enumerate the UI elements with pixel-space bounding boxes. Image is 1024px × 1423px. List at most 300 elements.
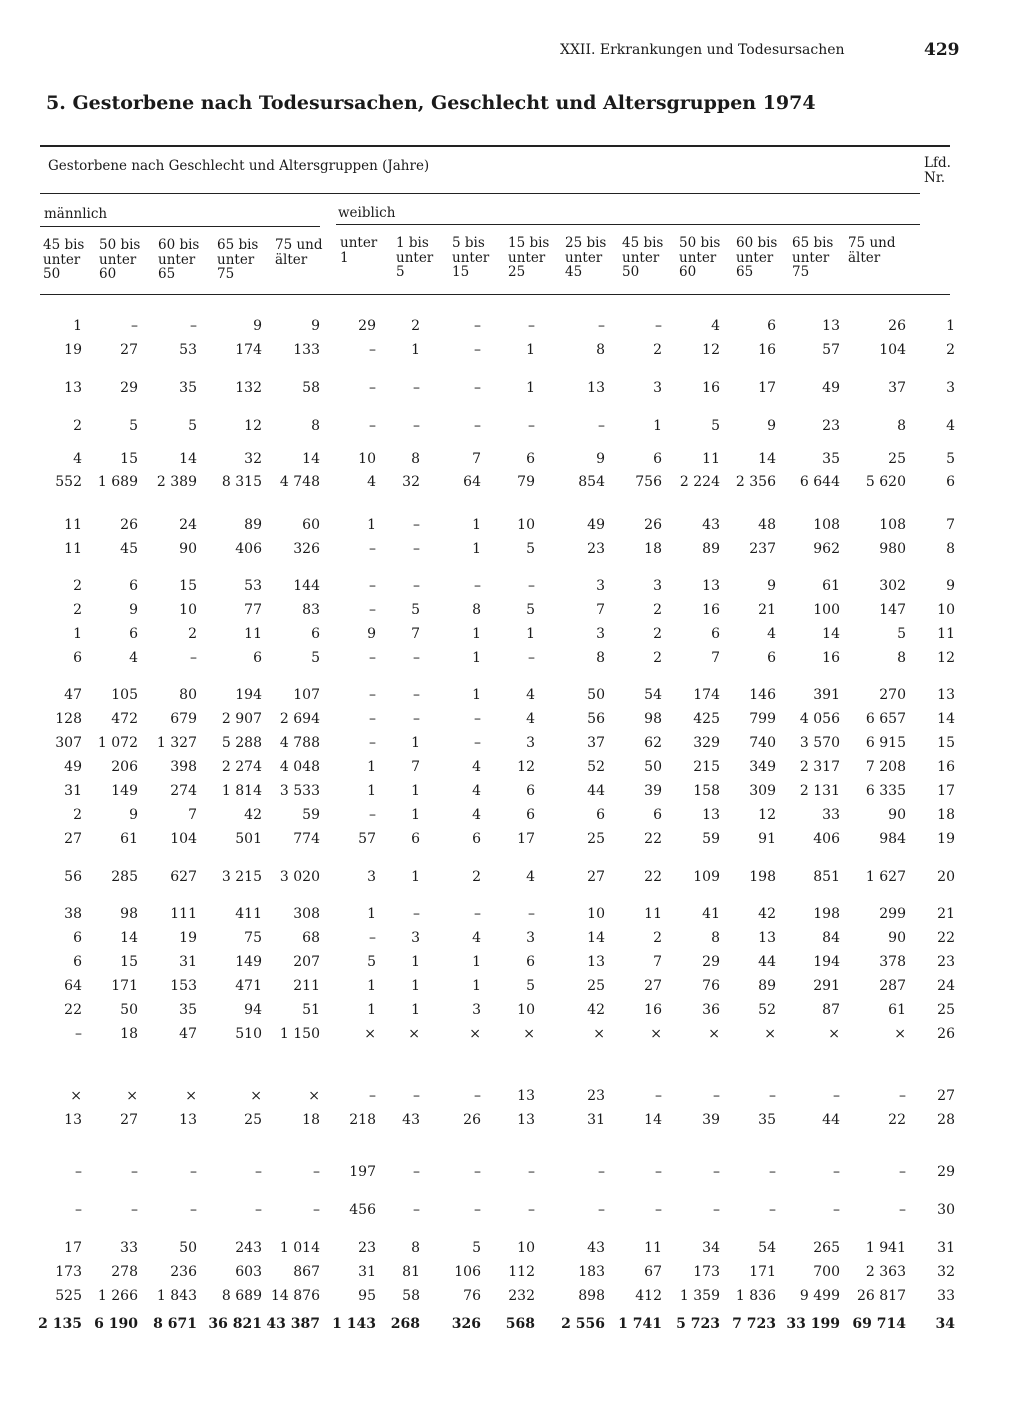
table-cell: 5 — [526, 978, 535, 994]
table-cell: 53 — [179, 342, 197, 358]
table-cell: 1 — [73, 318, 82, 334]
table-cell: 80 — [179, 687, 197, 703]
table-cell: – — [369, 711, 376, 727]
table-cell: 100 — [813, 602, 840, 618]
table-cell: 278 — [111, 1264, 138, 1280]
table-cell: 1 — [411, 1002, 420, 1018]
table-cell: – — [369, 687, 376, 703]
table-cell: 8 — [311, 418, 320, 434]
table-cell: – — [413, 1202, 420, 1218]
table-cell: 211 — [293, 978, 320, 994]
table-cell: 13 — [517, 1088, 535, 1104]
row-number-cell: 21 — [937, 906, 955, 922]
table-cell: 52 — [587, 759, 605, 775]
table-cell: 1 — [411, 978, 420, 994]
table-cell: 25 — [244, 1112, 262, 1128]
table-cell: – — [598, 1164, 605, 1180]
table-cell: 14 — [587, 930, 605, 946]
table-cell: 308 — [293, 906, 320, 922]
table-cell: 10 — [587, 906, 605, 922]
table-cell: 4 — [526, 711, 535, 727]
table-cell: 2 — [653, 602, 662, 618]
table-cell: 11 — [244, 626, 262, 642]
table-cell: – — [598, 1202, 605, 1218]
table-cell: 3 — [367, 869, 376, 885]
row-number-cell: 34 — [935, 1316, 955, 1332]
row-number-cell: 11 — [937, 626, 955, 642]
table-cell: 89 — [244, 517, 262, 533]
table-cell: 83 — [302, 602, 320, 618]
table-cell: 799 — [749, 711, 776, 727]
table-cell: 307 — [55, 735, 82, 751]
table-cell: – — [369, 380, 376, 396]
table-cell: 31 — [64, 783, 82, 799]
table-cell: – — [369, 578, 376, 594]
table-cell: 107 — [293, 687, 320, 703]
table-cell: – — [369, 418, 376, 434]
table-cell: 1 — [411, 807, 420, 823]
table-cell: 12 — [702, 342, 720, 358]
table-cell: 287 — [879, 978, 906, 994]
table-cell: 58 — [302, 380, 320, 396]
table-cell: 194 — [235, 687, 262, 703]
table-cell: 4 788 — [279, 735, 320, 751]
table-cell: – — [474, 1088, 481, 1104]
table-cell: 700 — [813, 1264, 840, 1280]
table-cell: 4 — [711, 318, 720, 334]
table-cell: – — [255, 1164, 262, 1180]
table-cell: – — [413, 517, 420, 533]
table-cell: 64 — [463, 474, 481, 490]
table-cell: 1 266 — [97, 1288, 138, 1304]
table-cell: 60 — [302, 517, 320, 533]
table-cell: 61 — [822, 578, 840, 594]
table-cell: 90 — [888, 930, 906, 946]
table-cell: 14 — [644, 1112, 662, 1128]
table-cell: 7 — [653, 954, 662, 970]
table-cell: 25 — [587, 831, 605, 847]
table-cell: 108 — [879, 517, 906, 533]
table-cell: – — [474, 1164, 481, 1180]
table-cell: 112 — [508, 1264, 535, 1280]
table-cell: 13 — [64, 380, 82, 396]
table-cell: 153 — [170, 978, 197, 994]
group-header: Gestorbene nach Geschlecht und Altersgruppen (Jahre) — [48, 158, 430, 174]
table-cell: 41 — [702, 906, 720, 922]
column-header: 60 bis unter 65 — [736, 235, 778, 280]
table-cell: 1 327 — [156, 735, 197, 751]
table-cell: 37 — [888, 380, 906, 396]
table-cell: 4 — [472, 930, 481, 946]
table-cell: 8 — [411, 451, 420, 467]
table-cell: 6 — [526, 451, 535, 467]
table-cell: 7 723 — [732, 1316, 776, 1332]
table-cell: 1 150 — [279, 1026, 320, 1042]
table-cell: 411 — [235, 906, 262, 922]
table-cell: 9 — [253, 318, 262, 334]
table-cell: 104 — [879, 342, 906, 358]
table-cell: 774 — [293, 831, 320, 847]
table-cell: – — [528, 318, 535, 334]
table-cell: 1 — [367, 1002, 376, 1018]
table-cell: 13 — [517, 1112, 535, 1128]
table-cell: 9 — [767, 418, 776, 434]
table-cell: 8 — [411, 1240, 420, 1256]
table-cell: 1 — [472, 978, 481, 994]
table-cell: 232 — [508, 1288, 535, 1304]
table-cell: 2 317 — [799, 759, 840, 775]
table-cell: 4 056 — [799, 711, 840, 727]
table-cell: 2 363 — [865, 1264, 906, 1280]
table-cell: 378 — [879, 954, 906, 970]
column-header: 75 und älter — [848, 235, 896, 266]
sex-label-female: weiblich — [338, 205, 396, 221]
row-number-cell: 3 — [946, 380, 955, 396]
table-cell: 35 — [179, 380, 197, 396]
table-cell: 2 556 — [561, 1316, 605, 1332]
table-cell: 1 843 — [156, 1288, 197, 1304]
table-cell: – — [474, 906, 481, 922]
table-cell: 285 — [111, 869, 138, 885]
table-cell: 89 — [702, 541, 720, 557]
table-cell: 13 — [587, 954, 605, 970]
table-cell: 5 — [411, 602, 420, 618]
table-cell: 679 — [170, 711, 197, 727]
table-cell: – — [598, 318, 605, 334]
table-cell: 1 — [411, 342, 420, 358]
table-cell: 43 — [702, 517, 720, 533]
table-cell: 22 — [644, 869, 662, 885]
table-cell: 133 — [293, 342, 320, 358]
table-cell: – — [313, 1202, 320, 1218]
table-cell: – — [75, 1202, 82, 1218]
table-cell: 398 — [170, 759, 197, 775]
table-cell: 7 — [411, 759, 420, 775]
row-number-cell: 25 — [937, 1002, 955, 1018]
table-cell: 8 — [596, 342, 605, 358]
table-cell: 6 — [311, 626, 320, 642]
table-cell: 6 — [653, 807, 662, 823]
table-cell: 568 — [505, 1316, 535, 1332]
table-cell: – — [528, 578, 535, 594]
table-cell: 207 — [293, 954, 320, 970]
table-cell: 56 — [64, 869, 82, 885]
table-cell: 23 — [587, 541, 605, 557]
table-cell: 12 — [758, 807, 776, 823]
table-cell: 10 — [179, 602, 197, 618]
row-number-cell: 29 — [937, 1164, 955, 1180]
table-cell: 27 — [64, 831, 82, 847]
table-cell: – — [474, 342, 481, 358]
table-cell: 17 — [64, 1240, 82, 1256]
table-cell: 21 — [758, 602, 776, 618]
table-cell: 12 — [517, 759, 535, 775]
table-cell: × — [364, 1026, 376, 1042]
table-cell: 5 — [711, 418, 720, 434]
table-cell: 67 — [644, 1264, 662, 1280]
table-cell: 1 814 — [221, 783, 262, 799]
table-cell: 14 — [179, 451, 197, 467]
table-cell: 11 — [64, 517, 82, 533]
table-cell: 2 — [73, 418, 82, 434]
table-cell: 6 — [472, 831, 481, 847]
table-cell: 552 — [55, 474, 82, 490]
table-cell: 1 359 — [679, 1288, 720, 1304]
table-cell: 8 — [596, 650, 605, 666]
table-cell: 194 — [813, 954, 840, 970]
table-cell: 146 — [749, 687, 776, 703]
table-cell: 49 — [822, 380, 840, 396]
table-cell: 91 — [758, 831, 776, 847]
table-cell: × — [308, 1088, 320, 1104]
table-cell: 5 — [188, 418, 197, 434]
table-cell: 6 — [653, 451, 662, 467]
page-number: 429 — [924, 40, 960, 60]
table-cell: 47 — [64, 687, 82, 703]
table-cell: × — [185, 1088, 197, 1104]
row-number-cell: 2 — [946, 342, 955, 358]
table-cell: 1 — [411, 735, 420, 751]
table-cell: × — [408, 1026, 420, 1042]
table-cell: 1 689 — [97, 474, 138, 490]
sex-label-male: männlich — [44, 206, 108, 222]
table-cell: 15 — [179, 578, 197, 594]
table-cell: – — [899, 1164, 906, 1180]
table-cell: 50 — [179, 1240, 197, 1256]
table-cell: 22 — [888, 1112, 906, 1128]
row-number-cell: 24 — [937, 978, 955, 994]
table-cell: 2 — [73, 602, 82, 618]
table-cell: 6 — [411, 831, 420, 847]
table-cell: 38 — [64, 906, 82, 922]
table-cell: 3 — [411, 930, 420, 946]
table-cell: 17 — [758, 380, 776, 396]
table-cell: 4 — [472, 783, 481, 799]
table-cell: – — [369, 1088, 376, 1104]
table-cell: 31 — [179, 954, 197, 970]
table-cell: 5 288 — [221, 735, 262, 751]
table-cell: 3 — [526, 735, 535, 751]
table-cell: 237 — [749, 541, 776, 557]
table-cell: 11 — [644, 1240, 662, 1256]
table-cell: 36 — [702, 1002, 720, 1018]
table-cell: 13 — [702, 578, 720, 594]
table-cell: 69 714 — [852, 1316, 906, 1332]
table-cell: 84 — [822, 930, 840, 946]
table-cell: 9 — [129, 602, 138, 618]
table-cell: 329 — [693, 735, 720, 751]
table-cell: 27 — [587, 869, 605, 885]
table-cell: – — [713, 1088, 720, 1104]
table-cell: 25 — [587, 978, 605, 994]
table-cell: – — [474, 1202, 481, 1218]
table-cell: – — [369, 650, 376, 666]
table-cell: 6 — [767, 650, 776, 666]
row-number-cell: 27 — [937, 1088, 955, 1104]
table-title: 5. Gestorbene nach Todesursachen, Geschlecht und Altersgruppen 1974 — [46, 92, 816, 114]
row-number-cell: 23 — [937, 954, 955, 970]
column-header: 60 bis unter 65 — [158, 237, 200, 282]
table-cell: 27 — [120, 1112, 138, 1128]
row-number-cell: 6 — [946, 474, 955, 490]
table-cell: – — [413, 687, 420, 703]
table-cell: 43 — [402, 1112, 420, 1128]
table-cell: 3 — [526, 930, 535, 946]
table-cell: 2 — [653, 626, 662, 642]
table-cell: 90 — [888, 807, 906, 823]
table-cell: – — [75, 1026, 82, 1042]
table-cell: 6 — [526, 783, 535, 799]
table-cell: 31 — [358, 1264, 376, 1280]
table-cell: 56 — [587, 711, 605, 727]
table-cell: 42 — [587, 1002, 605, 1018]
column-header: unter 1 — [340, 235, 378, 266]
top-rule — [40, 145, 950, 147]
table-cell: 171 — [749, 1264, 776, 1280]
row-number-cell: 16 — [937, 759, 955, 775]
table-cell: 9 — [311, 318, 320, 334]
table-cell: 15 — [120, 451, 138, 467]
table-cell: 11 — [702, 451, 720, 467]
table-cell: 10 — [517, 1002, 535, 1018]
table-cell: 1 — [472, 687, 481, 703]
table-cell: 13 — [587, 380, 605, 396]
table-cell: 43 — [587, 1240, 605, 1256]
table-cell: 62 — [644, 735, 662, 751]
table-cell: 5 — [897, 626, 906, 642]
table-cell: – — [655, 1088, 662, 1104]
table-cell: 27 — [644, 978, 662, 994]
table-cell: 10 — [358, 451, 376, 467]
table-cell: – — [369, 541, 376, 557]
table-cell: 302 — [879, 578, 906, 594]
table-cell: 6 — [73, 954, 82, 970]
table-cell: 45 — [120, 541, 138, 557]
table-cell: 16 — [644, 1002, 662, 1018]
table-cell: 44 — [822, 1112, 840, 1128]
table-cell: 6 190 — [94, 1316, 138, 1332]
table-cell: 106 — [454, 1264, 481, 1280]
table-cell: 4 — [73, 451, 82, 467]
column-header: 50 bis unter 60 — [679, 235, 721, 280]
table-cell: 9 — [367, 626, 376, 642]
table-cell: 7 — [411, 626, 420, 642]
row-number-cell: 17 — [937, 783, 955, 799]
table-cell: 59 — [702, 831, 720, 847]
table-cell: 6 — [73, 930, 82, 946]
table-cell: 1 — [526, 342, 535, 358]
table-cell: 2 — [73, 578, 82, 594]
table-cell: 49 — [587, 517, 605, 533]
table-cell: 299 — [879, 906, 906, 922]
table-cell: 43 387 — [266, 1316, 320, 1332]
table-cell: 33 199 — [786, 1316, 840, 1332]
table-cell: 8 671 — [153, 1316, 197, 1332]
table-cell: 29 — [120, 380, 138, 396]
table-cell: 9 — [129, 807, 138, 823]
table-cell: 104 — [170, 831, 197, 847]
table-cell: – — [413, 1164, 420, 1180]
row-number-cell: 14 — [937, 711, 955, 727]
table-cell: 36 821 — [208, 1316, 262, 1332]
table-cell: × — [469, 1026, 481, 1042]
table-cell: 105 — [111, 687, 138, 703]
table-cell: 48 — [758, 517, 776, 533]
table-cell: 14 — [120, 930, 138, 946]
table-cell: – — [369, 735, 376, 751]
table-cell: 5 — [129, 418, 138, 434]
row-number-cell: 10 — [937, 602, 955, 618]
column-header: 25 bis unter 45 — [565, 235, 607, 280]
table-cell: – — [190, 1202, 197, 1218]
table-cell: 1 941 — [865, 1240, 906, 1256]
table-cell: 13 — [758, 930, 776, 946]
table-cell: – — [474, 418, 481, 434]
table-cell: – — [713, 1202, 720, 1218]
table-cell: 174 — [235, 342, 262, 358]
table-cell: 4 — [129, 650, 138, 666]
table-cell: – — [190, 1164, 197, 1180]
table-cell: 35 — [758, 1112, 776, 1128]
table-cell: 326 — [451, 1316, 481, 1332]
table-cell: 198 — [813, 906, 840, 922]
table-cell: 1 — [367, 906, 376, 922]
table-cell: 980 — [879, 541, 906, 557]
table-cell: – — [369, 930, 376, 946]
table-cell: 2 135 — [38, 1316, 82, 1332]
table-cell: 4 — [472, 807, 481, 823]
table-cell: 37 — [587, 735, 605, 751]
table-cell: 197 — [349, 1164, 376, 1180]
table-cell: 8 — [472, 602, 481, 618]
table-cell: 14 — [758, 451, 776, 467]
table-cell: 11 — [644, 906, 662, 922]
table-cell: 6 — [73, 650, 82, 666]
table-cell: 5 — [367, 954, 376, 970]
table-cell: 25 — [888, 451, 906, 467]
table-cell: 18 — [120, 1026, 138, 1042]
row-number-cell: 5 — [946, 451, 955, 467]
table-cell: 98 — [644, 711, 662, 727]
table-cell: 90 — [179, 541, 197, 557]
table-cell: 22 — [64, 1002, 82, 1018]
table-cell: × — [523, 1026, 535, 1042]
table-cell: – — [131, 1202, 138, 1218]
table-cell: 61 — [120, 831, 138, 847]
table-cell: 1 — [472, 650, 481, 666]
table-cell: 108 — [813, 517, 840, 533]
table-cell: – — [131, 318, 138, 334]
table-cell: 406 — [235, 541, 262, 557]
table-cell: × — [126, 1088, 138, 1104]
table-cell: 35 — [179, 1002, 197, 1018]
table-cell: 7 — [711, 650, 720, 666]
table-cell: × — [250, 1088, 262, 1104]
table-cell: 147 — [879, 602, 906, 618]
table-cell: × — [764, 1026, 776, 1042]
table-cell: 1 — [472, 954, 481, 970]
table-cell: – — [655, 318, 662, 334]
table-cell: 75 — [244, 930, 262, 946]
table-cell: – — [369, 807, 376, 823]
table-cell: 8 689 — [221, 1288, 262, 1304]
table-cell: 243 — [235, 1240, 262, 1256]
column-header: 1 bis unter 5 — [396, 235, 434, 280]
table-cell: 23 — [587, 1088, 605, 1104]
table-cell: × — [593, 1026, 605, 1042]
table-cell: 1 — [411, 869, 420, 885]
table-cell: 898 — [578, 1288, 605, 1304]
